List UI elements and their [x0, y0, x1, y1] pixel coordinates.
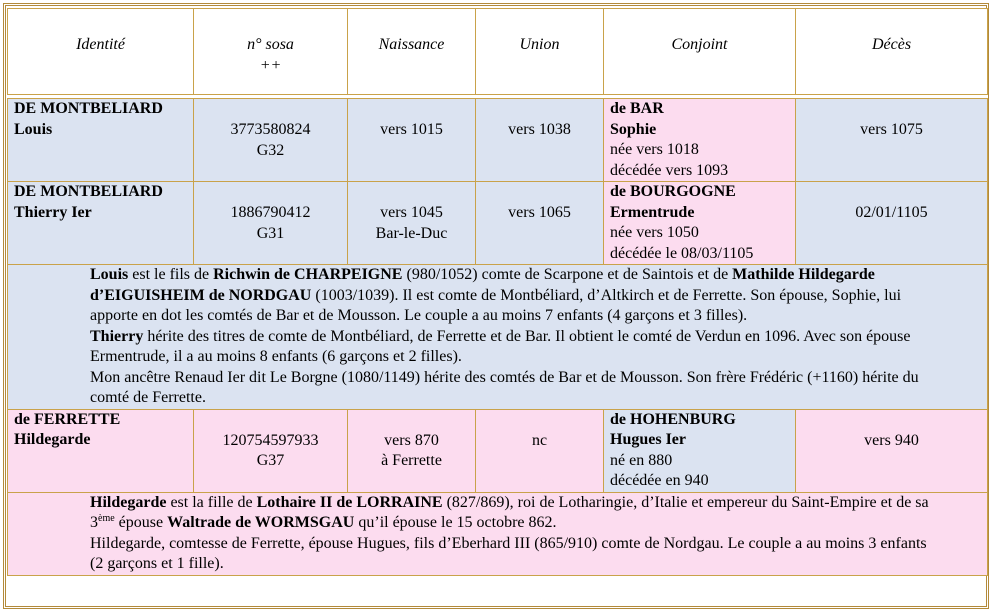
death-cell: vers 940: [796, 409, 988, 492]
death-cell: vers 1075: [796, 99, 988, 182]
birth-cell: vers 1045 Bar-le-Duc: [348, 182, 476, 265]
birth-cell: vers 870 à Ferrette: [348, 409, 476, 492]
identity-cell: DE MONTBELIARD Louis: [8, 99, 194, 182]
table-row: [8, 182, 988, 265]
header-conjoint: Conjoint: [604, 9, 796, 95]
header-naissance: Naissance: [348, 9, 476, 95]
note-row: [8, 265, 988, 410]
identity-cell: DE MONTBELIARD Thierry Ier: [8, 182, 194, 265]
spouse-cell: de HOHENBURG Hugues Ier né en 880 décédée en 940: [604, 409, 796, 492]
sosa-cell: 3773580824 G32: [194, 99, 348, 182]
biography-note-hildegarde: Hildegarde est la fille de Lothaire II de LORRAINE (827/869), roi de Lotharingie, d’Italie et empereur du Saint-Empire et de sa 3ème épouse Waltrade de WORMSGAU qu’il épouse le 15 octobre 862. Hildegarde, comtesse de Ferrette, épouse Hugues, fils d’Eberhard III (865/910) comte de Nordgau. Le couple a au moins 3 enfants (2 garçons et 1 fille).: [8, 492, 988, 575]
identity-cell: de FERRETTE Hildegarde: [8, 409, 194, 492]
header-identite: Identité: [8, 9, 194, 95]
sosa-cell: 1886790412 G31: [194, 182, 348, 265]
spouse-cell: de BAR Sophie née vers 1018 décédée vers 1093: [604, 99, 796, 182]
union-cell: vers 1065: [476, 182, 604, 265]
biography-note-louis-thierry: Louis est le fils de Richwin de CHARPEIGNE (980/1052) comte de Scarpone et de Saintois et de Mathilde Hildegarde d’EIGUISHEIM de NORDGAU (1003/1039). Il est comte de Montbéliard, d’Altkirch et de Ferrette. Son épouse, Sophie, lui apporte en dot les comtés de Bar et de Mousson. Le couple a au moins 7 enfants (4 garçons et 3 filles). Thierry hérite des titres de comte de Montbéliard, de Ferrette et de Bar. Il obtient le comté de Verdun en 1096. Avec son épouse Ermentrude, il a au moins 8 enfants (6 garçons et 2 filles). Mon ancêtre Renaud Ier dit Le Borgne (1080/1149) hérite des comtés de Bar et de Mousson. Son frère Frédéric (+1160) hérite du comté de Ferrette.: [8, 265, 988, 410]
header-deces: Décès: [796, 9, 988, 95]
header-union: Union: [476, 9, 604, 95]
spouse-cell: de BOURGOGNE Ermentrude née vers 1050 décédée le 08/03/1105: [604, 182, 796, 265]
note-row: [8, 492, 988, 575]
death-cell: 02/01/1105: [796, 182, 988, 265]
header-sosa: n° sosa ++: [194, 9, 348, 95]
table-row: [8, 409, 988, 492]
genealogy-table: [7, 8, 988, 576]
birth-cell: vers 1015: [348, 99, 476, 182]
union-cell: vers 1038: [476, 99, 604, 182]
sosa-cell: 120754597933 G37: [194, 409, 348, 492]
table-row: [8, 99, 988, 182]
union-cell: nc: [476, 409, 604, 492]
header-row: [8, 9, 988, 95]
